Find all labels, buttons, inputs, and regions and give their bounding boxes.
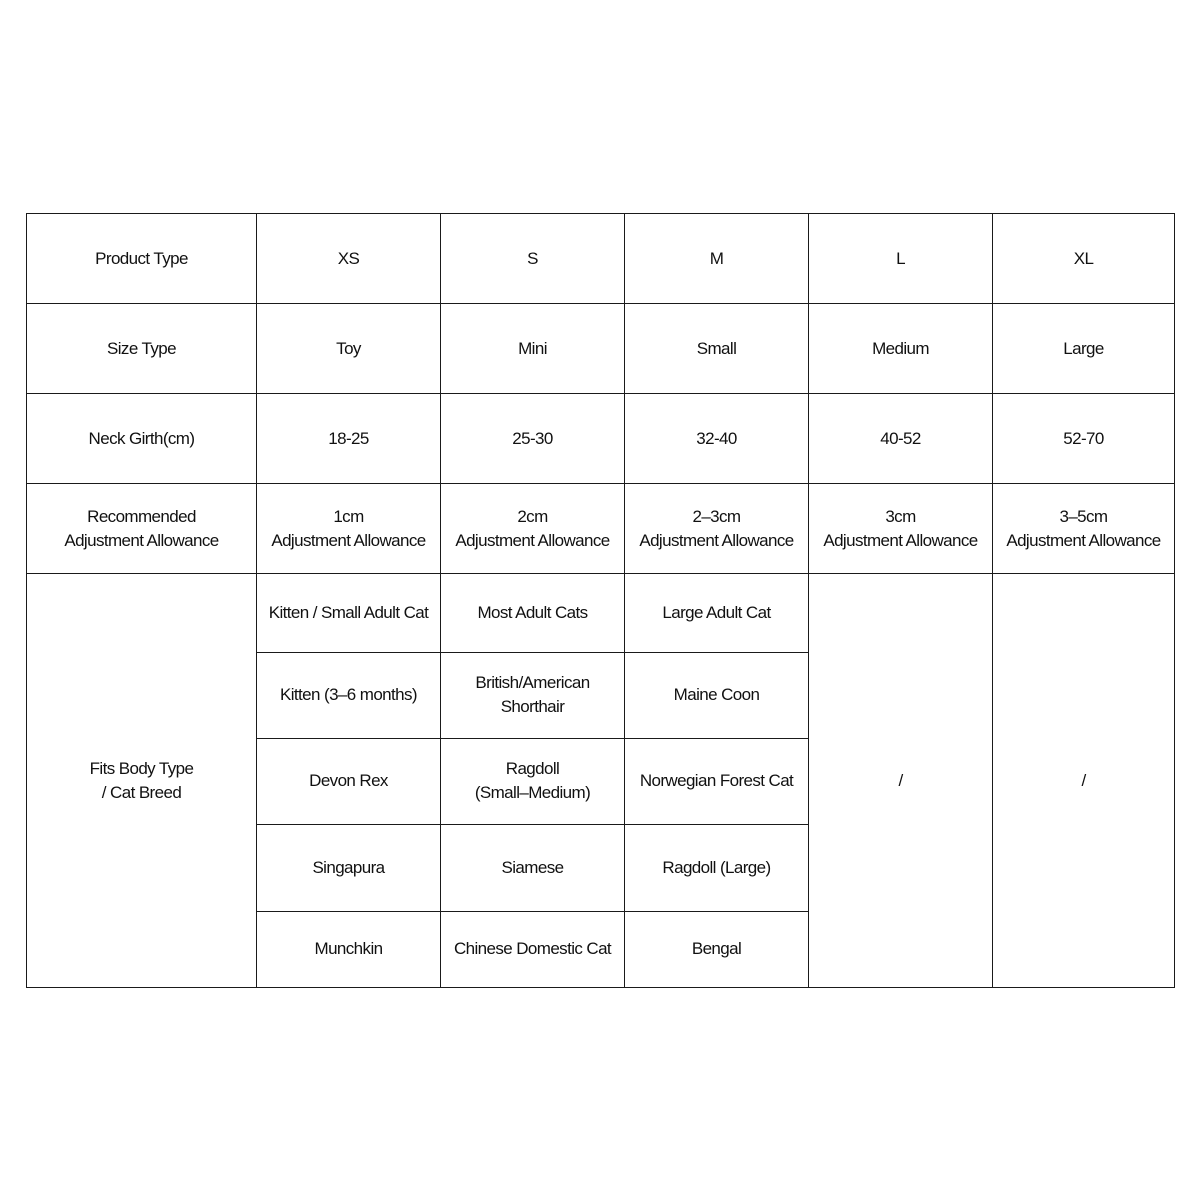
breed-xs-2: Kitten (3–6 months) [257,652,441,738]
size-l-header: L [809,214,993,304]
adjustment-s-text: Adjustment Allowance [455,530,610,550]
breed-xs-5: Munchkin [257,911,441,987]
adjustment-label-line1: Recommended [87,506,196,526]
size-xl-header: XL [993,214,1175,304]
breed-xl-none: / [993,574,1175,988]
adjustment-m-text: Adjustment Allowance [639,530,794,550]
neck-girth-xs: 18-25 [257,394,441,484]
breed-s-3 [441,738,625,824]
neck-girth-m: 32-40 [625,394,809,484]
adjustment-l [809,484,993,574]
size-type-xl: Large [993,304,1175,394]
size-type-l: Medium [809,304,993,394]
breed-xs-1: Kitten / Small Adult Cat [257,574,441,652]
breed-s-2 [441,652,625,738]
size-chart-table [26,213,1175,988]
size-type-s: Mini [441,304,625,394]
adjustment-l-amount: 3cm [885,506,916,526]
neck-girth-xl: 52-70 [993,394,1175,484]
fits-label-line1: Fits Body Type [89,758,194,778]
breed-s-3-line2: (Small–Medium) [474,783,591,803]
size-m-header: M [625,214,809,304]
breed-s-1: Most Adult Cats [441,574,625,652]
size-s-header: S [441,214,625,304]
neck-girth-l: 40-52 [809,394,993,484]
size-type-row [27,304,1175,394]
breed-m-1: Large Adult Cat [625,574,809,652]
product-type-row [27,214,1175,304]
size-type-xs: Toy [257,304,441,394]
adjustment-m [625,484,809,574]
breed-row [27,574,1175,652]
adjustment-xs-amount: 1cm [333,506,364,526]
breed-s-2-line2: Shorthair [500,697,565,717]
adjustment-row [27,484,1175,574]
neck-girth-row [27,394,1175,484]
breed-s-2-line1: British/American [475,673,590,693]
adjustment-xl-text: Adjustment Allowance [1006,530,1161,550]
fits-label-line2: / Cat Breed [101,782,182,802]
breed-s-4: Siamese [441,824,625,911]
breed-xs-3: Devon Rex [257,738,441,824]
adjustment-xs-text: Adjustment Allowance [271,530,426,550]
breed-xs-4: Singapura [257,824,441,911]
adjustment-m-amount: 2–3cm [692,506,741,526]
adjustment-xl-amount: 3–5cm [1059,506,1108,526]
size-type-label: Size Type [27,304,257,394]
neck-girth-s: 25-30 [441,394,625,484]
adjustment-label-line2: Adjustment Allowance [64,530,219,550]
breed-s-3-line1: Ragdoll [505,759,560,779]
product-type-label: Product Type [27,214,257,304]
breed-m-5: Bengal [625,911,809,987]
adjustment-xs [257,484,441,574]
breed-s-5: Chinese Domestic Cat [441,911,625,987]
size-type-m: Small [625,304,809,394]
adjustment-l-text: Adjustment Allowance [823,530,978,550]
adjustment-s-amount: 2cm [517,506,548,526]
neck-girth-label: Neck Girth(cm) [27,394,257,484]
adjustment-label [27,484,257,574]
adjustment-s [441,484,625,574]
size-xs-header: XS [257,214,441,304]
breed-l-none: / [809,574,993,988]
breed-m-3: Norwegian Forest Cat [625,738,809,824]
fits-body-type-label [27,574,257,988]
adjustment-xl [993,484,1175,574]
breed-m-4: Ragdoll (Large) [625,824,809,911]
breed-m-2: Maine Coon [625,652,809,738]
